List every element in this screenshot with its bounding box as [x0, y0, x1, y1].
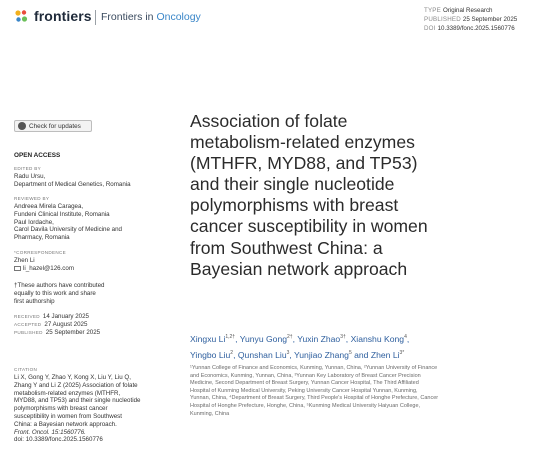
edited-by-label: EDITED BY	[14, 166, 41, 171]
author-name[interactable]: Zhen Li	[370, 349, 400, 360]
reviewer-name: Paul Iordache,	[14, 218, 54, 226]
citation-line: China: a Bayesian network approach.	[14, 420, 117, 428]
published-date-side: 25 September 2025	[45, 328, 101, 336]
reviewer-name: Andreea Mirela Caragea,	[14, 203, 84, 210]
author[interactable]	[371, 350, 404, 360]
author-name[interactable]: Yuxin Zhao	[297, 333, 341, 344]
author-name[interactable]: Xianshu Kong	[350, 333, 405, 344]
doi-label: DOI	[424, 25, 436, 32]
author-name[interactable]: Xingxu Li	[190, 333, 226, 344]
header-divider	[95, 10, 96, 25]
author-sup: 5	[348, 349, 352, 356]
open-access-label: OPEN ACCESS	[14, 152, 61, 159]
journal-name[interactable]	[101, 11, 201, 23]
author[interactable]	[190, 334, 235, 344]
author-sup: 3†	[340, 334, 346, 340]
affiliations	[190, 365, 522, 418]
citation-label: CITATION	[14, 367, 38, 372]
author-sup: 2	[230, 349, 234, 356]
published-label: PUBLISHED	[14, 329, 43, 335]
doi-value[interactable]: 10.3389/fonc.2025.1560776	[437, 25, 515, 32]
author[interactable]	[240, 334, 293, 344]
correspondence-name: Zhen Li	[14, 257, 35, 264]
brand-name[interactable]: frontiers	[34, 8, 92, 24]
reviewer-affiliation: Pharmacy, Romania	[14, 234, 70, 242]
citation-line: susceptibility in women from Southwest	[14, 412, 122, 420]
author-sup: 4	[404, 334, 407, 340]
title-line: Bayesian network approach	[190, 258, 408, 279]
citation-line: MYD88, and TP53) and their single nucleotide	[14, 397, 141, 405]
author-and: and	[354, 349, 369, 360]
accepted-row	[14, 321, 164, 329]
article-title	[190, 111, 520, 280]
title-line: polymorphisms with breast	[190, 195, 399, 216]
reviewed-by-label: REVIEWED BY	[14, 196, 50, 201]
author-name[interactable]: Yunyu Gong	[239, 333, 288, 344]
published-label: PUBLISHED	[424, 16, 461, 23]
correspondence-label: *CORRESPONDENCE	[14, 250, 66, 255]
journal-prefix: Frontiers in	[101, 11, 154, 23]
title-line: and their single nucleotide	[190, 174, 395, 195]
title-line: metabolism-related enzymes	[190, 132, 415, 153]
published-row	[14, 329, 164, 337]
affiliation-line: Medicine, Second Department of Breast Surgery, Yunnan Cancer Hospital, The Third Affiliated	[190, 380, 419, 387]
author-list: Xingxu $Li^{1,2\dagger}$, Yunyu Gong$^{2\dagger}$, Yuxin Zhao$^{3\dagger}$, Xianshu Kong$^4$, Yingbo Liu$^2$, Qunshan Liu$^3$, Yunjiao Zhang$^5$ and Zhen $Li^{3*}$	[190, 333, 410, 360]
note-line: equally to this work and share	[14, 289, 96, 297]
title-line: cancer susceptibility in women	[190, 216, 428, 237]
correspondence-email[interactable]: li_hazel@126.com	[23, 264, 74, 272]
affiliation-line: Hospital of Kunming Medical University, Peking University Cancer Hospital Yunnan, Kunming,	[190, 387, 418, 394]
affiliation-line: ¹Yunnan College of Finance and Economics, Kunming, Yunnan, China, ²Yunnan University of Finance	[190, 365, 438, 371]
citation-line: Zhang Y and Li Z (2025) Association of folate	[14, 381, 138, 389]
accepted-label: ACCEPTED	[14, 321, 42, 327]
author[interactable]	[238, 350, 290, 360]
citation-doi[interactable]: doi: 10.3389/fonc.2025.1560776	[14, 436, 103, 444]
affiliation-line: Yunnan, China, ⁴Department of Breast Surgery, Third People's Hospital of Honghe Prefecture, Cancer	[190, 395, 439, 402]
correspondence	[14, 257, 164, 273]
type-value: Original Research	[442, 7, 493, 14]
doi[interactable]	[424, 25, 515, 32]
received-row	[14, 313, 164, 321]
title-line: (MTHFR, MYD88, and TP53)	[190, 153, 418, 174]
accepted-date: 27 August 2025	[44, 320, 88, 328]
dates	[14, 313, 164, 336]
contribution-note	[14, 282, 164, 305]
check-updates-icon	[18, 122, 26, 130]
author-name[interactable]: Yunjiao Zhang	[294, 349, 349, 360]
author-sup: 1,2†	[225, 334, 236, 340]
title-line: Association of folate	[190, 111, 348, 131]
received-date: 14 January 2025	[42, 313, 89, 320]
editor-affiliation: Department of Medical Genetics, Romania	[14, 180, 131, 188]
author-sup: 3*	[399, 349, 405, 356]
mail-icon	[14, 266, 21, 271]
citation-line: Li X, Gong Y, Zhao Y, Kong X, Liu Y, Liu Q,	[14, 374, 131, 381]
title-line: from Southwest China: a	[190, 237, 383, 258]
frontiers-logo-icon	[14, 9, 32, 25]
published-value: 25 September 2025	[462, 16, 518, 23]
author[interactable]	[190, 350, 233, 360]
author[interactable]	[297, 334, 346, 344]
author-sup: 3	[286, 349, 290, 356]
reviewer-affiliation: Carol Davila University of Medicine and	[14, 226, 122, 234]
check-for-updates-button[interactable]	[14, 120, 92, 132]
note-line: †These authors have contributed	[14, 282, 105, 289]
author[interactable]	[294, 350, 352, 360]
note-line: first authorship	[14, 297, 55, 305]
journal-highlight: Oncology	[156, 11, 201, 23]
published-date	[424, 16, 517, 23]
citation	[14, 374, 164, 444]
edited-by	[14, 173, 164, 189]
affiliation-line: and Economics, Kunming, Yunnan, China, ³Yunnan Key Laboratory of Breast Cancer Precision	[190, 372, 421, 379]
author-name[interactable]: Yingbo Liu	[190, 349, 231, 360]
affiliation-line: Kunming, China	[190, 410, 230, 417]
affiliation-line: Hospital of Honghe Prefecture, Honghe, China, ⁵Kunming Medical University Haiyuan College,	[190, 402, 421, 409]
author[interactable]	[351, 334, 407, 344]
received-label: RECEIVED	[14, 314, 40, 319]
article-type	[424, 7, 493, 14]
reviewed-by	[14, 203, 164, 242]
reviewer-affiliation: Fundeni Clinical Institute, Romania	[14, 210, 110, 218]
author-name[interactable]: Qunshan Liu	[237, 349, 287, 360]
check-updates-label: Check for updates	[29, 122, 81, 130]
type-label: TYPE	[424, 7, 441, 14]
citation-line: metabolism-related enzymes (MTHFR,	[14, 389, 121, 397]
editor-name: Radu Ursu,	[14, 173, 46, 180]
citation-line: polymorphisms with breast cancer	[14, 405, 108, 413]
author-sup: 2†	[287, 334, 293, 340]
citation-journal: Front. Oncol. 15:1560776.	[14, 428, 86, 436]
correspondence-email-row[interactable]	[14, 265, 164, 273]
